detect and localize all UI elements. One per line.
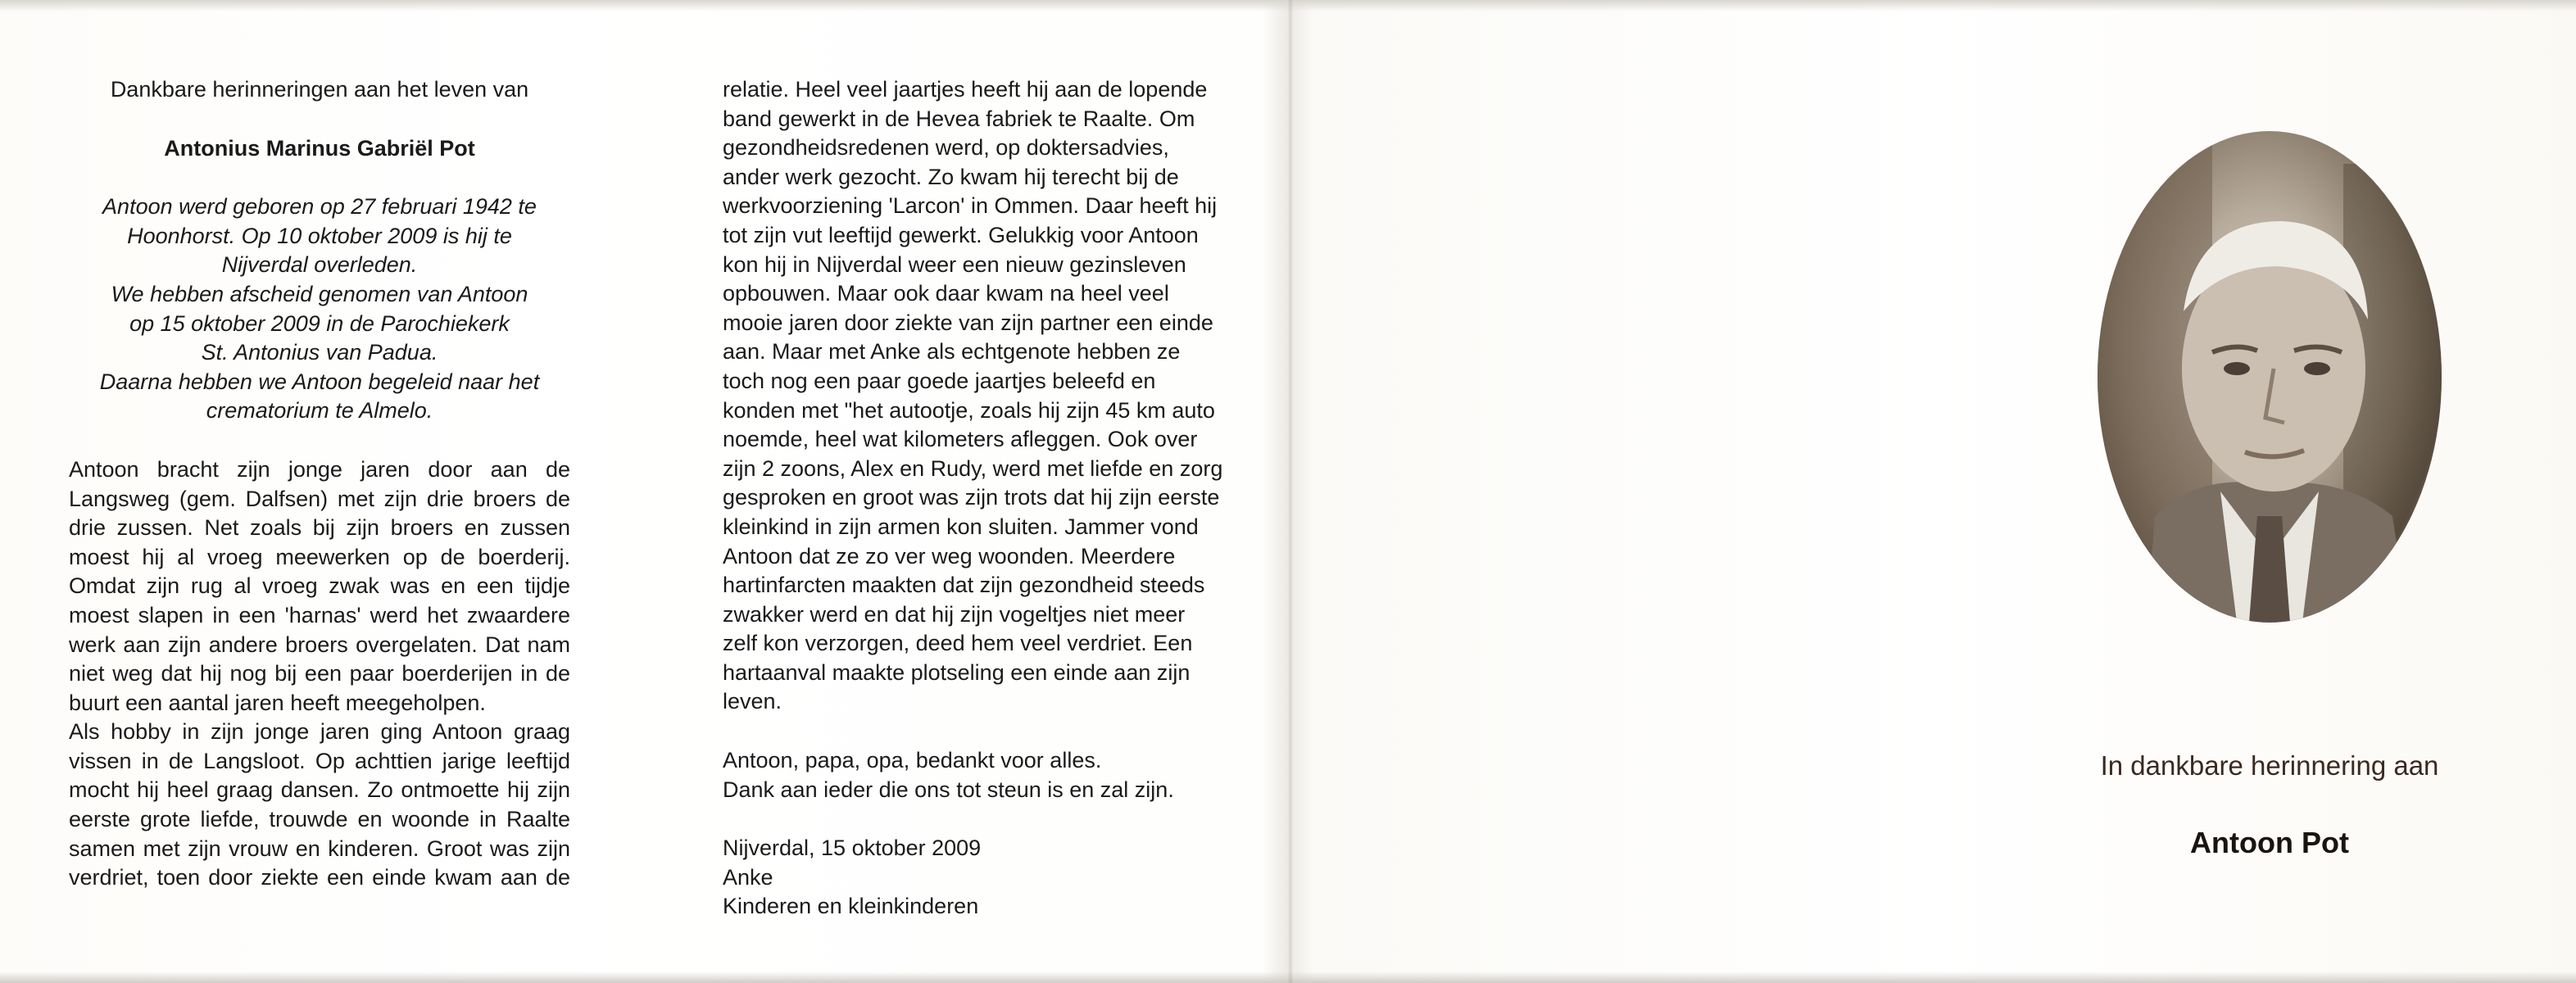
text-line: liefde en zorg gesproken en groot was zijn trots dat bbox=[723, 455, 1223, 510]
signature-place-date: Nijverdal, 15 oktober 2009 bbox=[723, 836, 982, 861]
remembrance-caption: In dankbare herinnering aan bbox=[2100, 750, 2439, 781]
intro-line: Daarna hebben we Antoon begeleid naar het bbox=[99, 369, 540, 394]
text-line: Jammer vond Antoon dat ze zo ver weg woonden. bbox=[723, 514, 1199, 569]
intro-line: Nijverdal overleden. bbox=[221, 252, 418, 278]
text-line: Langsweg (gem. Dalfsen) met zijn drie broers de bbox=[69, 486, 570, 511]
text-line: hij zijn eerste kleinkind in zijn armen kon sluiten. bbox=[723, 485, 1220, 539]
text-line: tot zijn vut leeftijd gewerkt. Gelukkig voor Antoon bbox=[723, 222, 1199, 247]
text-line: verdriet, toen door ziekte een einde kwam aan de bbox=[69, 865, 570, 890]
text-line: Meerdere hartinfarcten maakten dat zijn bbox=[723, 543, 1176, 598]
portrait-illustration bbox=[2098, 131, 2442, 623]
text-line: Ook over zijn 2 zoons, Alex en Rudy, werd met bbox=[723, 427, 1198, 481]
text-line: buurt een aantal jaren heeft meegeholpen. bbox=[69, 690, 486, 715]
intro-line: St. Antonius van Padua. bbox=[201, 340, 438, 365]
text-line: niet weg dat hij nog bij een paar boerderijen in de bbox=[69, 661, 570, 686]
deceased-name: Antoon Pot bbox=[2190, 826, 2349, 859]
text-line: band gewerkt in de Hevea fabriek te Raalte. Om bbox=[723, 106, 1195, 131]
intro-line: Antoon werd geboren op 27 februari 1942 te bbox=[102, 194, 537, 220]
text-line: Antoon bracht zijn jonge jaren door aan de bbox=[69, 456, 570, 482]
signature-block bbox=[723, 834, 1224, 922]
text-line: werk aan zijn andere broers overgelaten. Dat nam bbox=[69, 632, 570, 657]
intro-paragraph bbox=[69, 193, 570, 426]
intro-line: We hebben afscheid genomen van Antoon bbox=[111, 281, 528, 306]
text-line: noemde, heel wat kilometers afleggen. bbox=[723, 427, 1102, 452]
closing-line: Antoon, papa, opa, bedankt voor alles. bbox=[723, 748, 1102, 773]
portrait-photo bbox=[2098, 131, 2442, 623]
text-line: mocht hij heel graag dansen. Zo ontmoette hij zijn bbox=[69, 777, 570, 803]
intro-line: crematorium te Almelo. bbox=[206, 398, 433, 424]
text-line: moest hij al vroeg meewerken op de boerderij. bbox=[69, 544, 570, 569]
text-line: een einde aan zijn leven. bbox=[723, 659, 1190, 714]
text-line: vissen in de Langsloot. Op achttien jarige leeftijd bbox=[69, 748, 570, 773]
text-line: mooie jaren door ziekte van zijn partner een einde bbox=[723, 310, 1213, 335]
signature-family: Kinderen en kleinkinderen bbox=[723, 894, 979, 919]
biography-part-1 bbox=[69, 455, 570, 893]
text-line: vogeltjes niet meer zelf kon verzorgen, deed hem bbox=[723, 601, 1186, 656]
closing-words bbox=[723, 746, 1224, 804]
text-line: moest slapen in een 'harnas' werd het zwaardere bbox=[69, 602, 570, 627]
text-line: gezondheidsredenen werd, op doktersadvies, bbox=[723, 135, 1169, 161]
text-line: werkvoorziening 'Larcon' in Ommen. Daar heeft hij bbox=[723, 193, 1218, 219]
text-line: veel verdriet. Een hartaanval maakte plotseling bbox=[723, 631, 1193, 685]
text-line: toch nog een paar goede jaartjes beleefd en bbox=[723, 368, 1156, 393]
card-heading: Dankbare herinneringen aan het leven van bbox=[110, 77, 529, 102]
text-line: kon hij in Nijverdal weer een nieuw gezinsleven bbox=[723, 251, 1186, 277]
text-line: Omdat zijn rug al vroeg zwak was en een tijdje bbox=[69, 573, 570, 599]
text-line: samen met zijn vrouw en kinderen. Groot was zijn bbox=[69, 836, 570, 861]
signature-name: Anke bbox=[723, 864, 773, 890]
text-line: drie zussen. Net zoals bij zijn broers en zussen bbox=[69, 515, 570, 541]
intro-line: Hoonhorst. Op 10 oktober 2009 is hij te bbox=[127, 223, 512, 248]
text-line: ander werk gezocht. Zo kwam hij terecht bij de bbox=[723, 164, 1179, 189]
deceased-full-name: Antonius Marinus Gabriël Pot bbox=[164, 135, 475, 161]
intro-line: op 15 oktober 2009 in de Parochiekerk bbox=[129, 310, 510, 336]
text-line: Als hobby in zijn jonge jaren ging Antoon graag bbox=[69, 719, 570, 745]
text-line: konden met "het autootje, zoals hij zijn 45 km auto bbox=[723, 397, 1215, 423]
text-line: aan. Maar met Anke als echtgenote hebben ze bbox=[723, 339, 1181, 365]
closing-line: Dank aan ieder die ons tot steun is en zal zijn. bbox=[723, 777, 1174, 802]
text-line: eerste grote liefde, trouwde en woonde in Raalte bbox=[69, 807, 570, 832]
card-fold bbox=[1288, 0, 1293, 983]
left-text-column bbox=[69, 75, 570, 893]
text-line: gezondheid steeds zwakker werd en dat hij zijn bbox=[723, 573, 1205, 627]
middle-text-column bbox=[723, 75, 1224, 922]
text-line: opbouwen. Maar ook daar kwam na heel veel bbox=[723, 281, 1169, 306]
text-line: relatie. Heel veel jaartjes heeft hij aan de lopende bbox=[723, 77, 1208, 102]
biography-part-2 bbox=[723, 75, 1224, 717]
